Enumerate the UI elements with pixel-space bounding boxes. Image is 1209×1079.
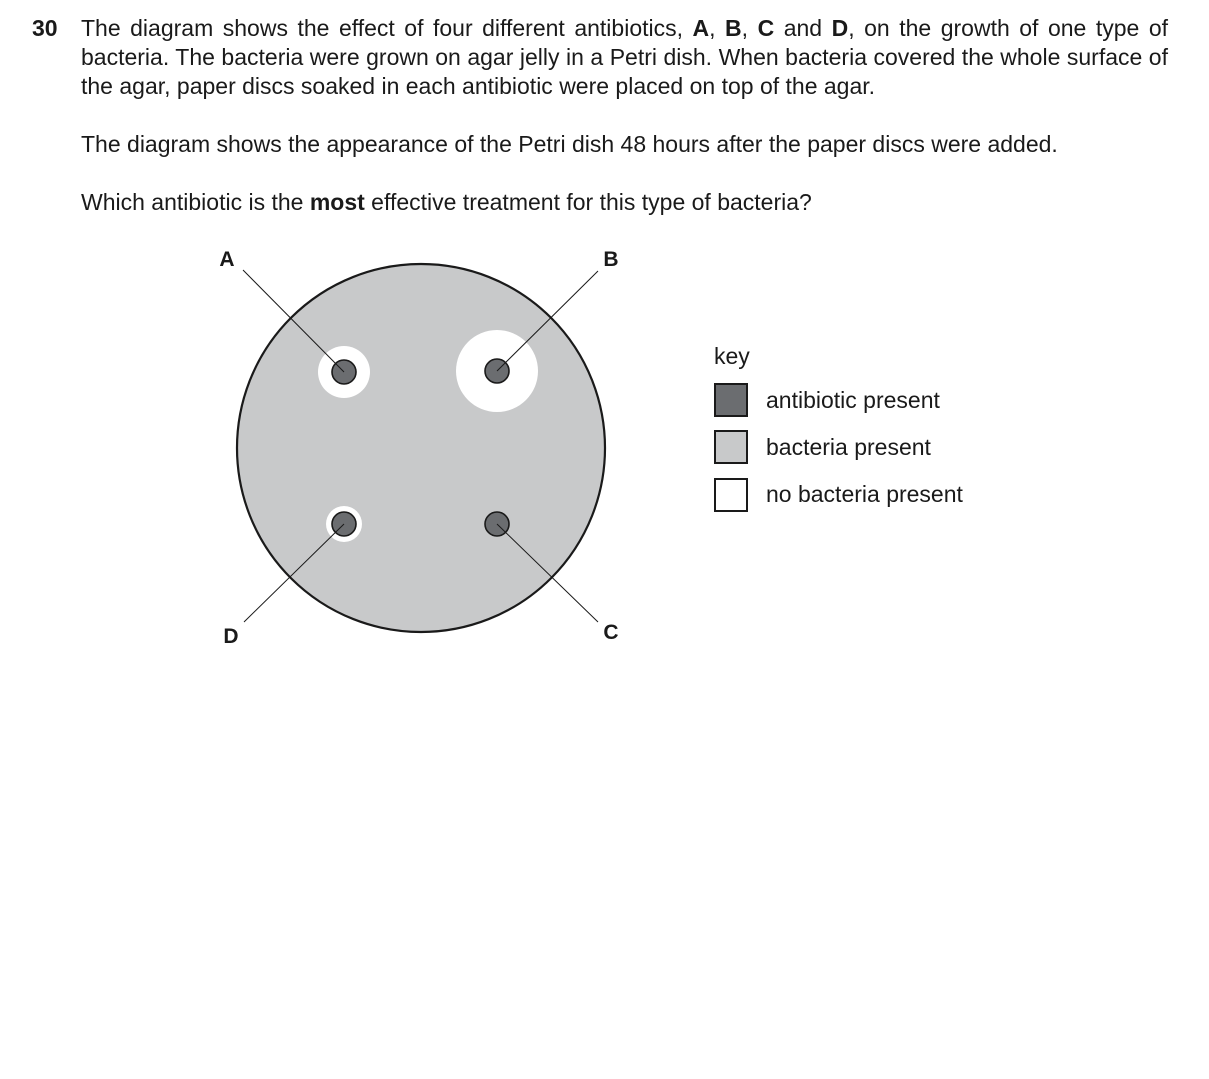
key-label-bacteria: bacteria present xyxy=(766,434,931,460)
question-paragraph-2: The diagram shows the appearance of the Petri dish 48 hours after the paper discs were added. xyxy=(81,131,1058,157)
question-text-part2: , on the growth of one type of bacteria. The bacteria were grown on agar jelly in a Petri dish. When bacteria covered the whole surface of the agar, paper discs soaked in each antibiotic were placed on top of the agar. xyxy=(81,15,1169,99)
separator-3: and xyxy=(774,15,832,41)
question-number: 30 xyxy=(32,15,58,41)
key-swatch-antibiotic xyxy=(714,383,748,417)
disc-label-a: A xyxy=(219,248,235,271)
separator-2: , xyxy=(741,15,758,41)
disc-label-d: D xyxy=(223,625,239,648)
key-label-antibiotic: antibiotic present xyxy=(766,387,940,413)
disc-label-c: C xyxy=(603,621,619,644)
key-title: key xyxy=(714,343,750,369)
antibiotic-a-label: A xyxy=(692,15,710,41)
question-prompt-emphasis: most xyxy=(309,189,365,215)
question-prompt-after: effective treatment for this type of bacteria? xyxy=(364,189,812,215)
antibiotic-c-label: C xyxy=(757,15,775,41)
key-label-no-bacteria: no bacteria present xyxy=(766,481,963,507)
key-swatch-no-bacteria xyxy=(714,478,748,512)
petri-dish-diagram xyxy=(0,0,700,680)
separator-1: , xyxy=(709,15,726,41)
question-text-part1: The diagram shows the effect of four different antibiotics, xyxy=(81,15,693,41)
antibiotic-b-label: B xyxy=(725,15,742,41)
antibiotic-d-label: D xyxy=(831,15,849,41)
disc-label-b: B xyxy=(603,248,619,271)
question-prompt-before: Which antibiotic is the xyxy=(81,189,310,215)
key-swatch-bacteria xyxy=(714,430,748,464)
